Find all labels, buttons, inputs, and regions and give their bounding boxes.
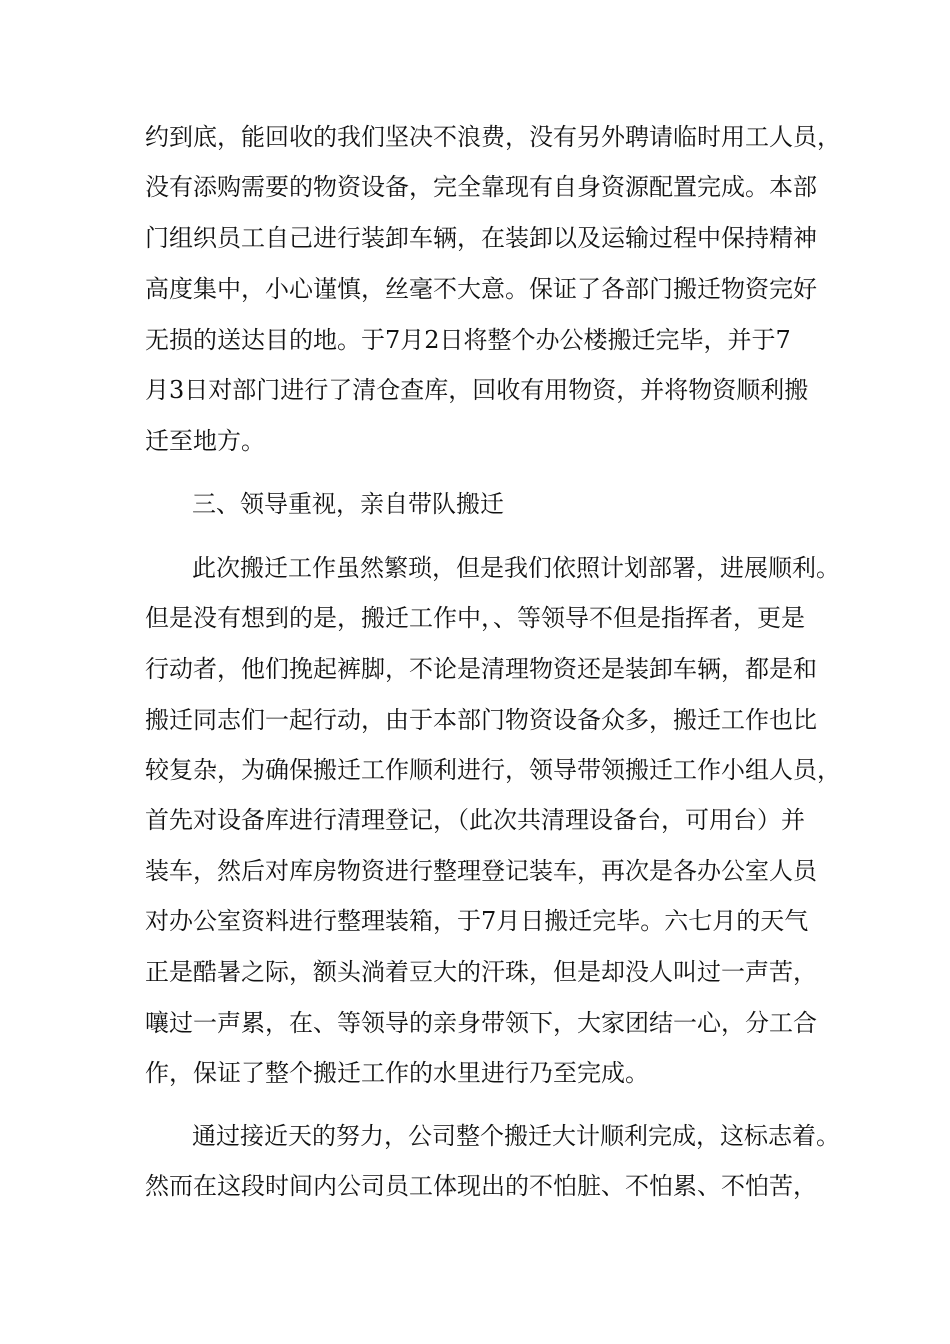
paragraph-line: 嚷过一声累，在、等领导的亲身带领下，大家团结一心，分工合 xyxy=(145,1009,817,1037)
paragraph-line: 装车，然后对库房物资进行整理登记装车，再次是各办公室人员 xyxy=(145,857,817,885)
paragraph-line: 约到底，能回收的我们坚决不浪费，没有另外聘请临时用工人员， xyxy=(145,123,841,151)
paragraph-line: 通过接近天的努力，公司整个搬迁大计顺利完成，这标志着。 xyxy=(192,1122,840,1150)
paragraph-line: 搬迁同志们一起行动，由于本部门物资设备众多，搬迁工作也比 xyxy=(145,706,817,734)
paragraph-line: 正是酷暑之际，额头淌着豆大的汗珠，但是却没人叫过一声苦， xyxy=(145,958,817,986)
paragraph-line: 无损的送达目的地。于7月2日将整个办公楼搬迁完毕，并于7 xyxy=(145,326,791,354)
paragraph-line: 但是没有想到的是，搬迁工作中，、等领导不但是指挥者，更是 xyxy=(145,604,805,632)
paragraph-line: 迁至地方。 xyxy=(145,427,265,455)
paragraph-line: 然而在这段时间内公司员工体现出的不怕脏、不怕累、不怕苦， xyxy=(145,1172,817,1200)
section-heading: 三、领导重视，亲自带队搬迁 xyxy=(192,490,504,518)
paragraph-line: 高度集中，小心谨慎，丝毫不大意。保证了各部门搬迁物资完好 xyxy=(145,275,817,303)
paragraph-line: 门组织员工自己进行装卸车辆，在装卸以及运输过程中保持精神 xyxy=(145,224,817,252)
paragraph-line: 较复杂，为确保搬迁工作顺利进行，领导带领搬迁工作小组人员， xyxy=(145,756,841,784)
paragraph-line: 对办公室资料进行整理装箱，于7月日搬迁完毕。六七月的天气 xyxy=(145,907,809,935)
paragraph-line: 行动者，他们挽起裤脚，不论是清理物资还是装卸车辆，都是和 xyxy=(145,655,817,683)
paragraph-line: 作，保证了整个搬迁工作的水里进行乃至完成。 xyxy=(145,1059,649,1087)
paragraph-line: 此次搬迁工作虽然繁琐，但是我们依照计划部署，进展顺利。 xyxy=(192,554,840,582)
paragraph-line: 首先对设备库进行清理登记，（此次共清理设备台，可用台）并 xyxy=(145,806,805,834)
paragraph-line: 没有添购需要的物资设备，完全靠现有自身资源配置完成。本部 xyxy=(145,173,817,201)
paragraph-line: 月3日对部门进行了清仓查库，回收有用物资，并将物资顺利搬 xyxy=(145,376,809,404)
